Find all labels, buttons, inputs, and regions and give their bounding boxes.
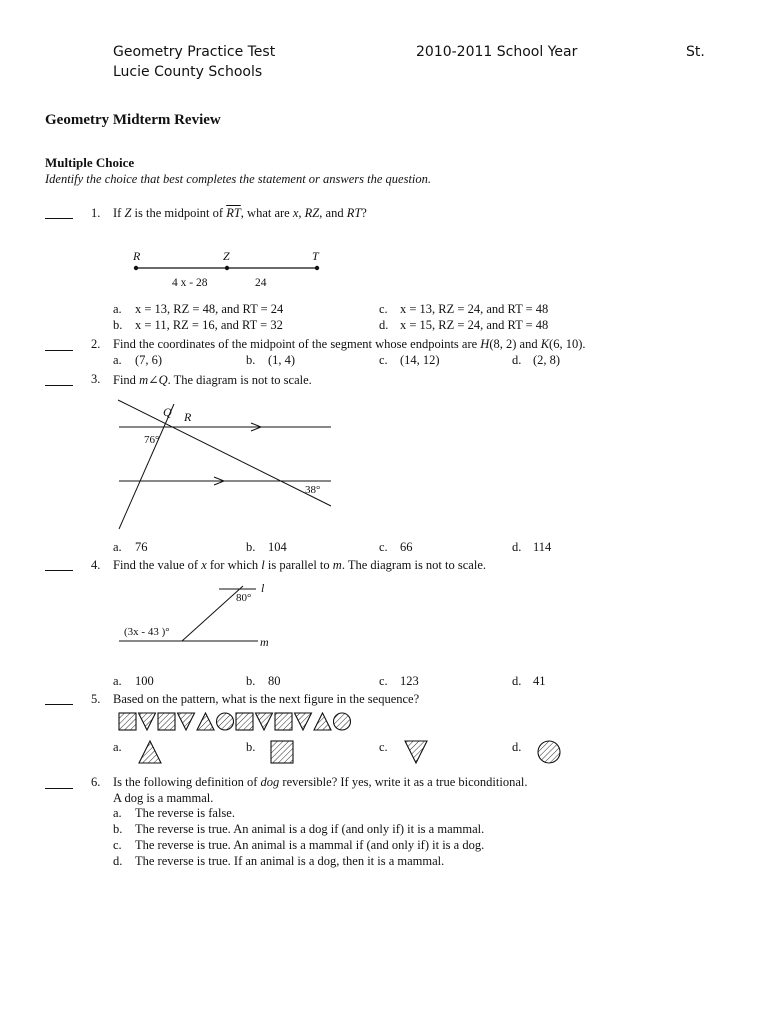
choice-label-1a: a. <box>113 302 122 316</box>
choice-label-1b: b. <box>113 318 123 332</box>
choice-label-6d: d. <box>113 854 123 868</box>
choice-label-2b: b. <box>246 353 256 367</box>
circle-shape <box>334 713 351 730</box>
choice-4c[interactable]: 123 <box>400 674 419 688</box>
choice-label-3d: d. <box>512 540 522 554</box>
segment-label-zt: 24 <box>255 277 267 289</box>
choice-label-4a: a. <box>113 674 122 688</box>
choice-1c[interactable]: x = 13, RZ = 24, and RT = 48 <box>400 302 549 316</box>
circle-shape[interactable] <box>538 741 560 763</box>
question-text-4: Find the value of x for which l is parallel to m. The diagram is not to scale. <box>113 558 486 572</box>
line-label-l: l <box>261 581 265 595</box>
header-center: 2010-2011 School Year <box>416 44 578 60</box>
question-number-1: 1. <box>91 206 101 220</box>
choice-6d[interactable]: The reverse is true. If an animal is a dog, then it is a mammal. <box>135 854 445 868</box>
question-number-4: 4. <box>91 558 101 572</box>
header-left-line1: Geometry Practice Test <box>113 44 276 60</box>
statement-6: A dog is a mammal. <box>113 791 214 805</box>
triangle-down-shape <box>256 713 273 730</box>
header-right: St. <box>686 44 705 60</box>
choice-6b[interactable]: The reverse is true. An animal is a dog if (and only if) it is a mammal. <box>135 822 485 836</box>
line-label-m: m <box>260 635 269 649</box>
triangle-up-shape <box>197 713 214 730</box>
choice-label-4c: c. <box>379 674 388 688</box>
choice-3b[interactable]: 104 <box>268 540 287 554</box>
choice-label-2d: d. <box>512 353 522 367</box>
choice-2a[interactable]: (7, 6) <box>135 353 163 367</box>
choice-label-5b: b. <box>246 740 256 754</box>
choice-label-6a: a. <box>113 806 122 820</box>
header-left-line2: Lucie County Schools <box>113 64 263 80</box>
section-heading: Multiple Choice <box>45 155 135 170</box>
angle-80-label: 80° <box>236 592 252 604</box>
answer-blank-6[interactable] <box>45 788 73 789</box>
choice-label-6c: c. <box>113 838 122 852</box>
square-shape[interactable] <box>271 741 293 763</box>
choice-label-3c: c. <box>379 540 388 554</box>
angle-expression-label: (3x - 43 )° <box>124 626 170 638</box>
choice-4d[interactable]: 41 <box>533 674 546 688</box>
square-shape <box>158 713 175 730</box>
choice-4b[interactable]: 80 <box>268 674 281 688</box>
choice-label-3b: b. <box>246 540 256 554</box>
choice-2b[interactable]: (1, 4) <box>268 353 296 367</box>
triangle-down-shape <box>139 713 156 730</box>
choice-3d[interactable]: 114 <box>533 540 552 554</box>
triangle-down-shape <box>295 713 312 730</box>
circle-shape <box>217 713 234 730</box>
choice-label-3a: a. <box>113 540 122 554</box>
point-label-z: Z <box>223 249 230 263</box>
choice-label-1c: c. <box>379 302 388 316</box>
square-shape <box>236 713 253 730</box>
question-number-3: 3. <box>91 372 101 386</box>
angle-38-label: 38° <box>305 484 321 496</box>
angle-76-label: 76° <box>144 434 160 446</box>
question-text-2: Find the coordinates of the midpoint of the segment whose endpoints are H(8, 2) and K(6, 10). <box>113 337 586 351</box>
triangle-down-shape[interactable] <box>405 741 427 763</box>
question-text-6: Is the following definition of dog reversible? If yes, write it as a true biconditional. <box>113 775 528 789</box>
triangle-up-shape[interactable] <box>139 741 161 763</box>
triangle-down-shape <box>178 713 195 730</box>
choice-label-5a: a. <box>113 740 122 754</box>
angle-label-r: R <box>184 410 192 424</box>
choice-label-5c: c. <box>379 740 388 754</box>
choice-label-2a: a. <box>113 353 122 367</box>
segment-label-rz: 4 x - 28 <box>172 277 208 289</box>
choice-1d[interactable]: x = 15, RZ = 24, and RT = 48 <box>400 318 549 332</box>
point-label-t: T <box>312 249 319 263</box>
choice-label-4d: d. <box>512 674 522 688</box>
question-number-2: 2. <box>91 337 101 351</box>
choice-3c[interactable]: 66 <box>400 540 413 554</box>
choice-label-6b: b. <box>113 822 123 836</box>
choice-1b[interactable]: x = 11, RZ = 16, and RT = 32 <box>135 318 283 332</box>
question-number-6: 6. <box>91 775 101 789</box>
choice-4a[interactable]: 100 <box>135 674 154 688</box>
choice-1a[interactable]: x = 13, RZ = 48, and RT = 24 <box>135 302 284 316</box>
square-shape <box>119 713 136 730</box>
choice-6c[interactable]: The reverse is true. An animal is a mammal if (and only if) it is a dog. <box>135 838 485 852</box>
choice-label-5d: d. <box>512 740 522 754</box>
point-label-r: R <box>133 249 141 263</box>
question-text-3: Find m∠Q. The diagram is not to scale. <box>113 373 312 387</box>
question-text-5: Based on the pattern, what is the next figure in the sequence? <box>113 692 420 706</box>
choice-label-1d: d. <box>379 318 389 332</box>
choice-3a[interactable]: 76 <box>135 540 148 554</box>
instructions: Identify the choice that best completes the statement or answers the question. <box>45 172 432 186</box>
question-text-1: If Z is the midpoint of $\overline{RT}$, what are x, RZ, and RT? <box>113 206 367 220</box>
choice-2c[interactable]: (14, 12) <box>400 353 440 367</box>
choice-label-4b: b. <box>246 674 256 688</box>
choice-2d[interactable]: (2, 8) <box>533 353 561 367</box>
choice-6a[interactable]: The reverse is false. <box>135 806 235 820</box>
square-shape <box>275 713 292 730</box>
question-number-5: 5. <box>91 692 101 706</box>
page-title: Geometry Midterm Review <box>45 112 221 128</box>
choice-label-2c: c. <box>379 353 388 367</box>
angle-label-q: Q <box>163 405 172 419</box>
triangle-up-shape <box>314 713 331 730</box>
